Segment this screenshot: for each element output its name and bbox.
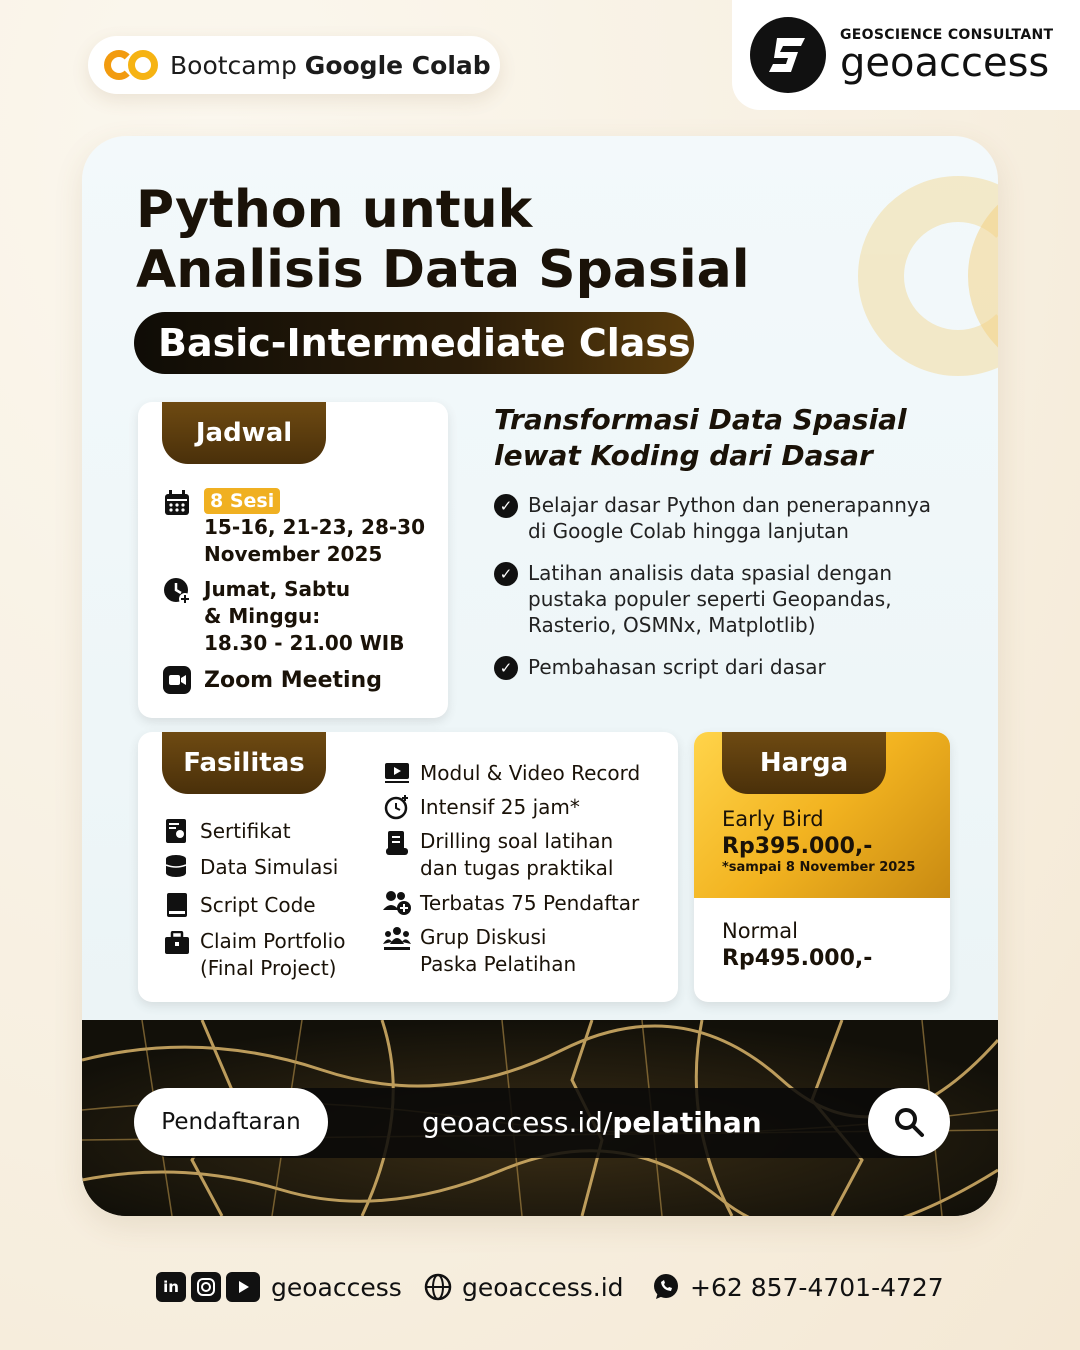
facility-item: Grup Diskusi Paska Pelatihan: [382, 924, 674, 978]
instagram-icon[interactable]: [191, 1272, 221, 1302]
group-icon: [382, 924, 412, 954]
bootcamp-pill: [88, 36, 500, 94]
normal-label: Normal: [722, 919, 798, 943]
jadwal-panel: [138, 402, 448, 718]
sessions-badge: 8 Sesi: [204, 488, 280, 514]
highlights-title: Transformasi Data Spasial lewat Koding dari Dasar: [494, 403, 907, 472]
early-bird-label: Early Bird: [722, 807, 824, 831]
brand-tagline: GEOSCIENCE CONSULTANT: [840, 27, 1054, 43]
database-icon: [162, 852, 192, 882]
video-icon: [382, 758, 412, 788]
fasilitas-tag: Fasilitas: [162, 732, 326, 794]
highlight-item: ✓ Belajar dasar Python dan penerapannya di Google Colab hingga lanjutan: [494, 492, 974, 544]
register-button[interactable]: Pendaftaran: [134, 1088, 328, 1156]
briefcase-icon: [162, 928, 192, 958]
jadwal-tag: Jadwal: [162, 402, 326, 464]
facility-item: Claim Portfolio (Final Project): [162, 928, 372, 982]
brand-card: [732, 0, 1080, 110]
certificate-icon: [162, 816, 192, 846]
clock-icon: [162, 576, 192, 606]
phone-link[interactable]: +62 857-4701-4727: [652, 1268, 944, 1306]
facility-item: Terbatas 75 Pendaftar: [382, 888, 674, 918]
users-plus-icon: [382, 888, 412, 918]
social-links: [156, 1268, 402, 1306]
highlight-item: ✓ Latihan analisis data spasial dengan pustaka populer seperti Geopandas, Rasterio, OSMNx, Matplotlib): [494, 560, 974, 638]
youtube-icon[interactable]: [226, 1272, 260, 1302]
book-icon: [162, 890, 192, 920]
early-bird-price: Rp395.000,-: [722, 834, 873, 859]
schedule-dates: 8 Sesi 15-16, 21-23, 28-30 November 2025: [162, 488, 442, 568]
facility-item: Script Code: [162, 890, 372, 920]
geoaccess-logo-icon: [750, 17, 826, 93]
page-title: Python untuk Analisis Data Spasial: [136, 180, 750, 300]
zoom-icon: [162, 665, 192, 695]
normal-price: Rp495.000,-: [722, 946, 873, 971]
facility-item: Intensif 25 jam*: [382, 792, 674, 822]
fasilitas-panel: [138, 732, 678, 1002]
search-icon: [893, 1106, 925, 1138]
facility-item: Data Simulasi: [162, 852, 372, 882]
facility-item: Sertifikat: [162, 816, 372, 846]
social-handle: geoaccess: [271, 1272, 402, 1302]
facility-item: Drilling soal latihan dan tugas praktikal: [382, 828, 674, 882]
globe-icon: [424, 1273, 452, 1301]
highlight-item: ✓ Pembahasan script dari dasar: [494, 654, 974, 680]
clock-plus-icon: [382, 792, 412, 822]
schedule-platform: Zoom Meeting: [162, 665, 442, 695]
linkedin-icon[interactable]: in: [156, 1272, 186, 1302]
highlights-list: [494, 492, 974, 680]
schedule-days: Jumat, Sabtu & Minggu: 18.30 - 21.00 WIB: [162, 576, 442, 657]
website-link[interactable]: geoaccess.id: [424, 1268, 624, 1306]
whatsapp-icon: [652, 1273, 680, 1301]
harga-panel: [694, 732, 950, 1002]
registration-link[interactable]: geoaccess.id/pelatihan: [422, 1106, 762, 1139]
brand-name: geoaccess: [840, 40, 1050, 86]
bootcamp-label: Bootcamp Google Colab: [170, 50, 491, 80]
check-icon: ✓: [494, 656, 518, 680]
scroll-icon: [382, 828, 412, 858]
colab-logo-icon: [104, 48, 160, 82]
calendar-icon: [162, 488, 192, 518]
harga-tag: Harga: [722, 732, 886, 794]
early-bird-note: *sampai 8 November 2025: [722, 860, 916, 875]
check-icon: ✓: [494, 494, 518, 518]
search-button[interactable]: [868, 1088, 950, 1156]
check-icon: ✓: [494, 562, 518, 586]
main-card: [82, 136, 998, 1216]
facility-item: Modul & Video Record: [382, 758, 674, 788]
class-level-badge: Basic-Intermediate Class: [134, 312, 694, 374]
